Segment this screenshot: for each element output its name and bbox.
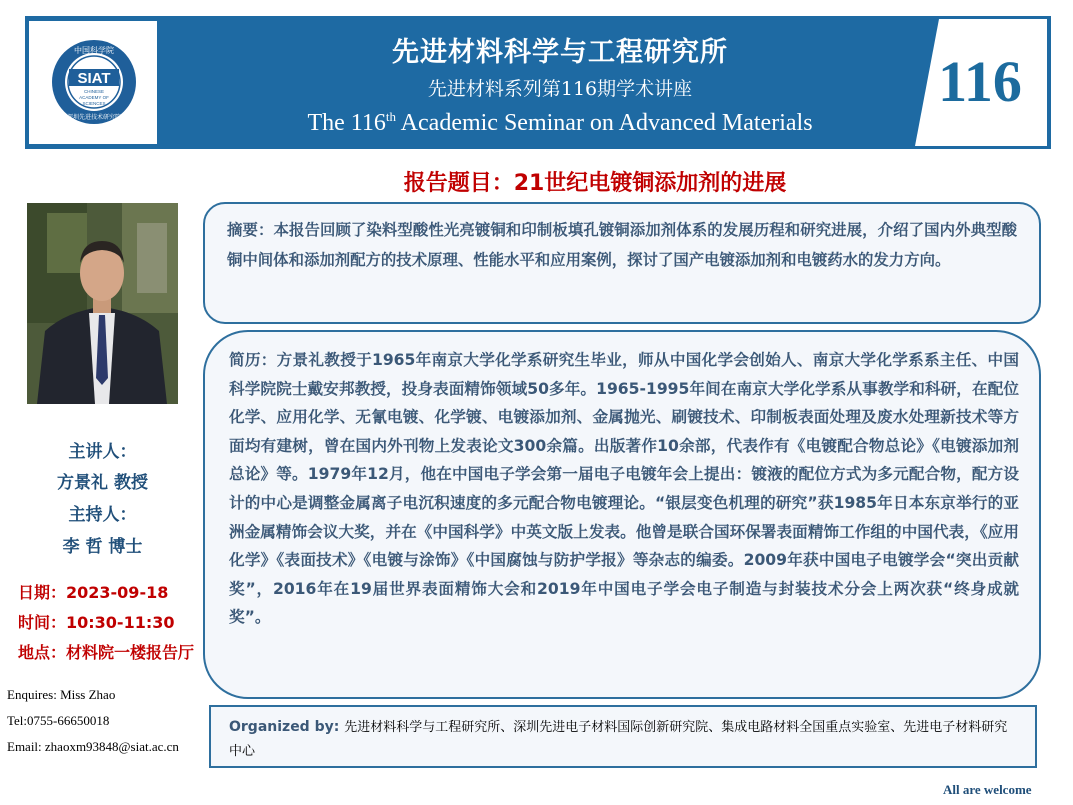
svg-text:ACADEMY OF: ACADEMY OF — [79, 95, 109, 100]
svg-text:深圳先进技术研究院: 深圳先进技术研究院 — [66, 114, 122, 121]
abstract-box — [203, 202, 1041, 324]
speaker-label: 主讲人： — [68, 442, 137, 462]
institute-title: 先进材料科学与工程研究所 — [392, 37, 728, 68]
organizers-label: Organized by: — [229, 719, 345, 735]
contact-tel: Tel:0755-66650018 — [7, 713, 110, 728]
organizers-line — [229, 715, 1017, 764]
event-time: 时间：10:30-11:30 — [18, 613, 175, 632]
svg-text:SIAT: SIAT — [77, 70, 111, 87]
seminar-en-suffix: Academic Seminar on Advanced Materials — [396, 110, 813, 136]
host-label: 主持人： — [68, 505, 137, 525]
seminar-english-title — [230, 109, 890, 137]
svg-text:SCIENCES: SCIENCES — [82, 101, 106, 106]
speaker-photo — [27, 203, 178, 404]
speaker-name: 方景礼 教授 — [57, 473, 148, 493]
logo-panel — [29, 21, 157, 144]
issue-number: 116 — [938, 49, 1022, 114]
event-location: 地点：材料院一楼报告厅 — [18, 643, 195, 662]
svg-text:中国科学院: 中国科学院 — [74, 46, 114, 55]
seminar-en-prefix: The 116 — [307, 110, 386, 136]
organizers-box — [209, 705, 1037, 768]
header-banner — [25, 16, 1051, 149]
organizers-list: 先进材料科学与工程研究所、深圳先进电子材料国际创新研究院、集成电路材料全国重点实验室、先进电子材料研究中心 — [229, 720, 1008, 759]
event-date: 日期：2023-09-18 — [18, 583, 169, 602]
abstract-text: 摘要：本报告回顾了染料型酸性光亮镀铜和印制板填孔镀铜添加剂体系的发展历程和研究进展，介绍了国内外典型酸铜中间体和添加剂配方的技术原理、性能水平和应用案例，探讨了国产电镀添加剂和电镀药水的发力方向。 — [227, 221, 1017, 269]
contact-enquires: Enquires: Miss Zhao — [7, 687, 116, 702]
talk-title: 报告题目：21世纪电镀铜添加剂的进展 — [403, 171, 787, 196]
host-name: 李 哲 博士 — [62, 537, 143, 557]
biography-text: 简历：方景礼教授于1965年南京大学化学系研究生毕业，师从中国化学会创始人、南京大学化学系系主任、中国科学院院士戴安邦教授，投身表面精饰领域50多年。1965-1995年间在南京大学化学系从事教学和科研，在配位化学、应用化学、无氰电镀、化学镀、电镀添加剂、金属抛光、刷镀技术、印制板表面处理及废水处理新技术等方面均有建树，曾在国内外刊物上发表论文300余篇。出版著作10余部，代表作有《电镀配合物总论》《电镀添加剂总论》等。1979年12月，他在中国电子学会第一届电子电镀年会上提出：镀液的配位方式为多元配合物，配方设计的中心是调整金属离子电沉积速度的多元配合物电镀理论。“银层变色机理的研究”获1985年日本东京举行的亚洲金属精饰会议大奖，并在《中国科学》中英文版上发表。他曾是联合国环保署表面精饰工作组的中国代表，《应用化学》《表面技术》《电镀与涂饰》《中国腐蚀与防护学报》等杂志的编委。2009年获中国电子电镀学会“突出贡献奖”，2016年在19届世界表面精饰大会和2019年中国电子学会电子制造与封装技术分会上两次获“终身成就奖”。 — [229, 351, 1019, 627]
seminar-series-subtitle: 先进材料系列第116期学术讲座 — [427, 78, 693, 100]
svg-text:CHINESE: CHINESE — [83, 89, 105, 94]
welcome-note: All are welcome — [943, 782, 1032, 797]
biography-box — [203, 330, 1041, 699]
siat-logo — [51, 39, 137, 125]
seminar-en-ordinal: th — [385, 109, 396, 124]
contact-email: Email: zhaoxm93848@siat.ac.cn — [7, 739, 179, 754]
